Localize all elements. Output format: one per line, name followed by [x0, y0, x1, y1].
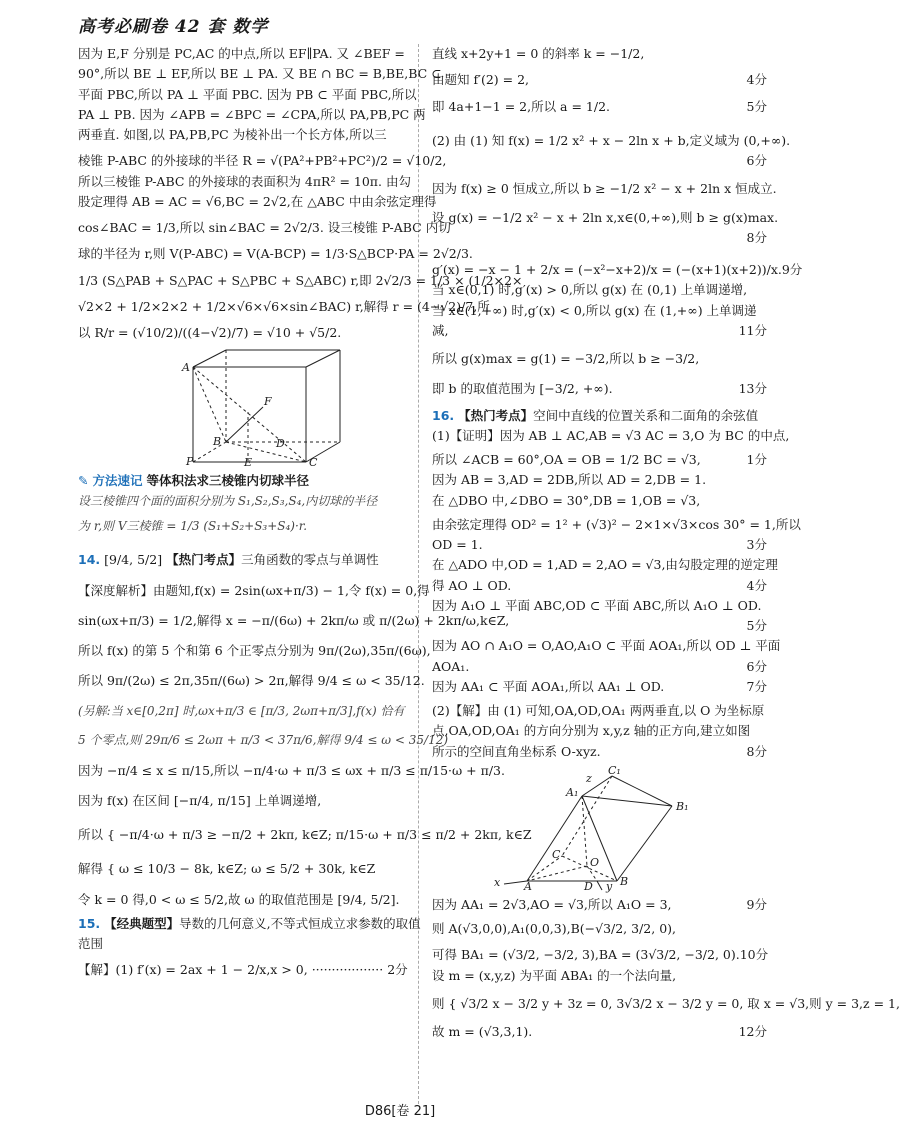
method-note: 为 r,则 V三棱锥 = 1/3 (S₁+S₂+S₃+S₄)·r.: [78, 518, 308, 533]
text-line: 可得 BA₁ = (√3/2, −3/2, 3),BA = (3√3/2, −3/2, 0).: [432, 947, 740, 963]
text-line: 解得 { ω ≤ 10/3 − 8k, k∈Z; ω ≤ 5/2 + 30k, k∈Z: [78, 861, 376, 877]
text-line: 即 b 的取值范围为 [−3/2, +∞).: [432, 381, 613, 397]
figure-label-P: P: [186, 455, 194, 469]
text-line: 由余弦定理得 OD² = 1² + (√3)² − 2×1×√3×cos 30° = 1,所以: [432, 516, 801, 532]
solution-row: [432, 491, 767, 511]
solution-row: [432, 97, 767, 117]
q16-topic: 空间中直线的位置关系和二面角的余弦值: [533, 407, 759, 423]
score: 8分: [746, 743, 767, 759]
solution-row: [432, 426, 790, 446]
right-column: [432, 44, 900, 1042]
score: 1分: [746, 452, 767, 467]
q15-number: 15.: [78, 915, 101, 931]
solution-row: [432, 131, 791, 151]
score: 7分: [746, 678, 767, 694]
solution-row: [432, 701, 767, 721]
figure-label-C1: C₁: [608, 763, 621, 777]
page-footer: D86[卷 21]: [364, 1104, 436, 1119]
text-line: 故 m = (√3,3,1).: [432, 1024, 533, 1039]
page-header: 高考必刷卷 42 套 数学: [78, 17, 269, 37]
score: 12分: [738, 1024, 767, 1039]
text-line: 两垂直. 如图,以 PA,PB,PC 为棱补出一个长方体,所以三: [78, 127, 387, 142]
score: 11分: [738, 322, 767, 338]
text-line: 股定理得 AB = AC = √6,BC = 2√2,在 △ABC 中由余弦定理得: [78, 193, 437, 209]
pencil-icon: ✎: [78, 473, 89, 489]
text-line: PA ⊥ PB. 因为 ∠APB = ∠BPC = ∠CPA,所以 PA,PB,PC 两: [78, 106, 426, 122]
text-line: 直线 x+2y+1 = 0 的斜率 k = −1/2,: [432, 46, 645, 61]
text-line: 当 x∈(0,1) 时,g′(x) > 0,所以 g(x) 在 (0,1) 上单调递增,: [432, 282, 748, 298]
method-text: 等体积法求三棱锥内切球半径: [146, 473, 309, 489]
text-line: 球的半径为 r,则 V(P-ABC) = V(A-BCP) = 1/3·S△BCP·PA = 2√2/3.: [78, 246, 473, 262]
solution-row: [432, 515, 801, 535]
figure-label-O: O: [590, 855, 600, 869]
solution-row: [432, 44, 767, 64]
text-line: 得 AO ⊥ OD.: [432, 577, 512, 593]
text-line: 以 R/r = (√10/2)/((4−√2)/7) = √10 + √5/2.: [78, 325, 342, 340]
figure-label-y: y: [606, 879, 613, 893]
q15-header: [78, 914, 421, 934]
solution-row: [432, 470, 767, 490]
text-line: AOA₁.: [432, 658, 470, 674]
cuboid-figure: [78, 347, 408, 470]
text-line: OD = 1.: [432, 537, 483, 552]
q16-number: 16.: [432, 407, 455, 423]
text-line: 因为 AO ∩ A₁O = O,AO,A₁O ⊂ 平面 AOA₁,所以 OD ⊥ 平面: [432, 638, 781, 654]
text-line: 【深度解析】由题知,f(x) = 2sin(ωx+π/3) − 1,令 f(x) = 0,得: [78, 582, 430, 598]
figure-label-B: B: [620, 874, 629, 888]
method-box: [78, 471, 408, 491]
q14-tag: 【热门考点】: [166, 552, 242, 568]
solution-row: [432, 742, 767, 762]
text-line: 所以三棱锥 P-ABC 的外接球的表面积为 4πR² = 10π. 由勾: [78, 173, 411, 189]
text-line: sin(ωx+π/3) = 1/2,解得 x = −π/(6ω) + 2kπ/ω 或 π/(2ω) + 2kπ/ω,k∈Z,: [78, 612, 510, 628]
text-line: g′(x) = −x − 1 + 2/x = (−x²−x+2)/x = (−(x+1)(x+2))/x.: [432, 262, 782, 277]
solution-row: [432, 208, 779, 228]
text-line: (2) 由 (1) 知 f(x) = 1/2 x² + x − 2ln x + b,定义域为 (0,+∞).: [432, 132, 791, 148]
score-dots: ··················: [311, 962, 384, 978]
text-line: 棱锥 P-ABC 的外接球的半径 R = √(PA²+PB²+PC²)/2 = √10/2,: [78, 153, 447, 169]
text-line: 5 个零点,则 29π/6 ≤ 2ωπ + π/3 < 37π/6,解得 9/4 ≤ ω < 35/12): [78, 733, 449, 748]
solution-row: [432, 179, 777, 199]
solution-row: [432, 616, 767, 636]
text-line: (1)【证明】因为 AB ⊥ AC,AB = √3 AC = 3,O 为 BC 的中点,: [432, 427, 790, 443]
solution-row: [432, 919, 767, 939]
figure-label-E: E: [244, 456, 253, 470]
figure-label-A: A: [182, 361, 190, 375]
solution-row: [432, 260, 803, 280]
text-line: 减,: [432, 322, 449, 338]
score: 10分: [739, 947, 769, 963]
method-title: 方法速记: [92, 473, 143, 489]
solution-row: [432, 321, 767, 341]
score: 4分: [746, 72, 767, 88]
text-line: 所以 { −π/4·ω + π/3 ≥ −π/2 + 2kπ, k∈Z; π/15·ω + π/3 ≤ π/2 + 2kπ, k∈Z: [78, 827, 532, 842]
text-line: 由题知 f′(2) = 2,: [432, 72, 529, 88]
q14-number: 14.: [78, 552, 101, 568]
figure-label-C: C: [552, 847, 561, 861]
solution-row: [432, 70, 767, 90]
text-line: 因为 AA₁ = 2√3,AO = √3,所以 A₁O = 3,: [432, 896, 672, 912]
text-line: 点,OA,OD,OA₁ 的方向分别为 x,y,z 轴的正方向,建立如图: [432, 723, 751, 739]
score: 2分: [387, 962, 408, 978]
q14-topic: 三角函数的零点与单调性: [241, 552, 379, 568]
figure-label-A: A: [524, 879, 532, 893]
figure-label-D: D: [276, 437, 285, 451]
solution-row: [432, 657, 767, 677]
figure-label-A1: A₁: [566, 785, 579, 799]
solution-row: [432, 966, 767, 986]
text-line: (另解:当 x∈[0,2π] 时,ωx+π/3 ∈ [π/3, 2ωπ+π/3],f(x) 恰有: [78, 703, 405, 718]
text-line: 在 △DBO 中,∠DBO = 30°,DB = 1,OB = √3,: [432, 492, 701, 508]
solution-row: [432, 151, 767, 171]
text-line: 平面 PBC,所以 PA ⊥ 平面 PBC. 因为 PB ⊂ 平面 PBC,所以: [78, 86, 417, 102]
text-line: 因为 AB = 3,AD = 2DB,所以 AD = 2,DB = 1.: [432, 472, 707, 488]
solution-row: [432, 228, 767, 248]
solution-row: [432, 596, 767, 616]
solution-row: [432, 555, 778, 575]
text-line: 【解】(1) f′(x) = 2ax + 1 − 2/x,x > 0,: [78, 962, 308, 978]
figure-label-C: C: [309, 456, 318, 470]
solution-row: [432, 450, 767, 470]
solution-row: [432, 895, 767, 915]
figure-label-F: F: [264, 395, 272, 409]
text-line: 因为 A₁O ⊥ 平面 ABC,OD ⊂ 平面 ABC,所以 A₁O ⊥ OD.: [432, 597, 762, 613]
q15-continuation: [432, 44, 803, 400]
score: 3分: [746, 537, 767, 552]
text-line: 则 A(√3,0,0),A₁(0,0,3),B(−√3/2, 3/2, 0),: [432, 921, 677, 936]
q15-line: [78, 960, 408, 980]
text-line: 因为 f(x) ≥ 0 恒成立,所以 b ≥ −1/2 x² − x + 2ln x 恒成立.: [432, 181, 777, 197]
score: 4分: [746, 577, 767, 593]
text-line: 因为 f(x) 在区间 [−π/4, π/15] 上单调递增,: [78, 792, 322, 808]
text-line: 当 x∈(1,+∞) 时,g′(x) < 0,所以 g(x) 在 (1,+∞) 上单调递: [432, 302, 757, 318]
solution-row: [432, 721, 767, 741]
score: 6分: [746, 658, 767, 674]
solution-row: [432, 994, 900, 1014]
solution-row: [432, 636, 781, 656]
solution-row: [432, 1022, 767, 1042]
text-line: 90°,所以 BE ⊥ EF,所以 BE ⊥ PA. 又 BE ∩ BC = B,BE,BC ⊂: [78, 66, 442, 82]
text-line: 所示的空间直角坐标系 O-xyz.: [432, 743, 601, 759]
score: 9分: [746, 896, 767, 912]
text-line: 所以 ∠ACB = 60°,OA = OB = 1/2 BC = √3,: [432, 452, 701, 467]
text-line: √2×2 + 1/2×2×2 + 1/2×√6×√6×sin∠BAC) r,解得 r = (4−√2)/7,所: [78, 298, 490, 314]
solution-row: [432, 349, 767, 369]
text-line: 即 4a+1−1 = 2,所以 a = 1/2.: [432, 98, 611, 114]
figure-label-D: D: [584, 879, 593, 893]
q14-answer: [9/4, 5/2]: [104, 552, 163, 568]
solution-row: [432, 945, 767, 965]
text-line: 在 △ADO 中,OD = 1,AD = 2,AO = √3,由勾股定理的逆定理: [432, 557, 778, 573]
figure-label-B: B: [213, 435, 222, 449]
solution-row: [432, 535, 767, 555]
text-line: 令 k = 0 得,0 < ω ≤ 5/2,故 ω 的取值范围是 [9/4, 5/2].: [78, 891, 400, 907]
figure-label-B1: B₁: [676, 799, 689, 813]
text-line: cos∠BAC = 1/3,所以 sin∠BAC = 2√2/3. 设三棱锥 P-ABC 内切: [78, 220, 451, 235]
q16-header: [432, 406, 767, 426]
text-line: 所以 g(x)max = g(1) = −3/2,所以 b ≥ −3/2,: [432, 351, 700, 366]
score: 9分: [781, 262, 803, 277]
score: 8分: [746, 229, 767, 245]
text-line: (2)【解】由 (1) 可知,OA,OD,OA₁ 两两垂直,以 O 为坐标原: [432, 703, 765, 718]
q15-tag: 【经典题型】: [104, 915, 180, 931]
q14-header: [78, 550, 408, 570]
solution-row: [432, 280, 767, 300]
q16-body: [432, 426, 801, 762]
solution-row: [432, 301, 767, 321]
solution-row: [432, 677, 767, 697]
q16-body-after: [432, 895, 900, 1043]
score: 6分: [746, 153, 767, 168]
solution-row: [432, 576, 767, 596]
figure-label-x: x: [494, 875, 501, 889]
text-line: 则 { √3/2 x − 3/2 y + 3z = 0, 3√3/2 x − 3/2 y = 0, 取 x = √3,则 y = 3,z = 1,: [432, 995, 900, 1011]
figure-label-z: z: [586, 771, 592, 785]
score: 13分: [738, 381, 767, 397]
text-line: 因为 −π/4 ≤ x ≤ π/15,所以 −π/4·ω + π/3 ≤ ωx + π/3 ≤ π/15·ω + π/3.: [78, 762, 505, 778]
text-line: 因为 E,F 分别是 PC,AC 的中点,所以 EF∥PA. 又 ∠BEF =: [78, 46, 405, 61]
prism-figure: [432, 763, 767, 893]
score: 5分: [746, 98, 767, 114]
solution-row: [432, 379, 767, 399]
q16-tag: 【热门考点】: [458, 407, 534, 423]
q15-topic-cont: 范围: [78, 936, 104, 951]
text-line: 1/3 (S△PAB + S△PAC + S△PBC + S△ABC) r,即 2√2/3 = 1/3 × (1/2×2×: [78, 272, 523, 288]
score: 5分: [746, 618, 767, 633]
text-line: 所以 f(x) 的第 5 个和第 6 个正零点分别为 9π/(2ω),35π/(6ω),: [78, 643, 431, 659]
text-line: 因为 AA₁ ⊂ 平面 AOA₁,所以 AA₁ ⊥ OD.: [432, 678, 665, 694]
q15-topic: 导数的几何意义,不等式恒成立求参数的取值: [179, 915, 421, 931]
method-note: 设三棱锥四个面的面积分别为 S₁,S₂,S₃,S₄,内切球的半径: [78, 493, 378, 508]
text-line: 所以 9π/(2ω) ≤ 2π,35π/(6ω) > 2π,解得 9/4 ≤ ω < 35/12.: [78, 673, 425, 689]
text-line: 设 g(x) = −1/2 x² − x + 2ln x,x∈(0,+∞),则 b ≥ g(x)max.: [432, 209, 779, 225]
text-line: 设 m = (x,y,z) 为平面 ABA₁ 的一个法向量,: [432, 967, 677, 983]
